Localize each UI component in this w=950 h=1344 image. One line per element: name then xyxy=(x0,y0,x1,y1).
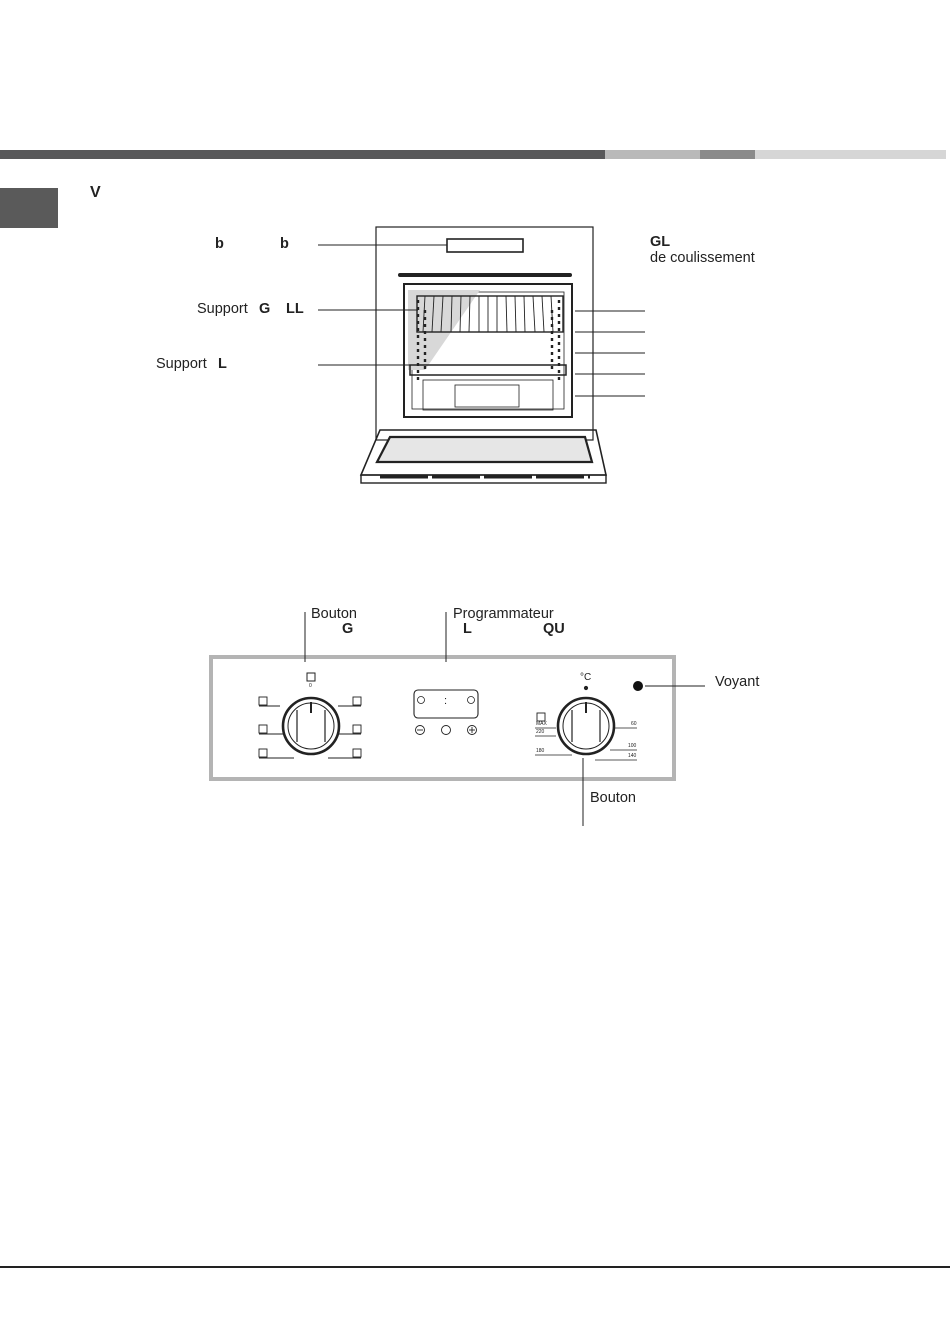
left-knob-title: Bouton xyxy=(311,606,357,622)
thermostat-unit: °C xyxy=(580,672,592,683)
thermostat-scale-max: MAX xyxy=(536,721,547,727)
section-title: V xyxy=(90,184,101,201)
left-knob-code: G xyxy=(342,621,354,637)
programmer-code-1: L xyxy=(463,621,472,637)
programmer-code-2: QU xyxy=(543,621,565,637)
thermostat-scale-140: 140 xyxy=(628,753,637,759)
thermostat-scale-180: 180 xyxy=(536,748,545,754)
left-knob-zero: 0 xyxy=(309,683,312,689)
tray-support-code: L xyxy=(218,356,227,372)
programmer-colon: : xyxy=(444,695,448,707)
right-knob-title: Bouton xyxy=(590,790,636,806)
indicator-light xyxy=(633,681,643,691)
oven-label-b-2: b xyxy=(280,236,289,252)
programmer-title: Programmateur xyxy=(453,606,554,622)
footer-rule xyxy=(0,1266,950,1268)
runner-label-text: de coulissement xyxy=(650,250,755,266)
thermostat-scale-220: 220 xyxy=(536,729,545,735)
control-panel xyxy=(211,657,674,779)
tray-support-label: Support xyxy=(156,356,207,372)
runner-label-code: GL xyxy=(650,234,671,250)
grille-support-code-1: G xyxy=(259,301,271,317)
grille-support-label: Support xyxy=(197,301,248,317)
oven-label-b-1: b xyxy=(215,236,224,252)
thermostat-scale-60: 60 xyxy=(631,721,637,727)
indicator-label: Voyant xyxy=(715,674,760,690)
thermostat-scale-100: 100 xyxy=(628,743,637,749)
grille-support-code-2: LL xyxy=(286,301,304,317)
